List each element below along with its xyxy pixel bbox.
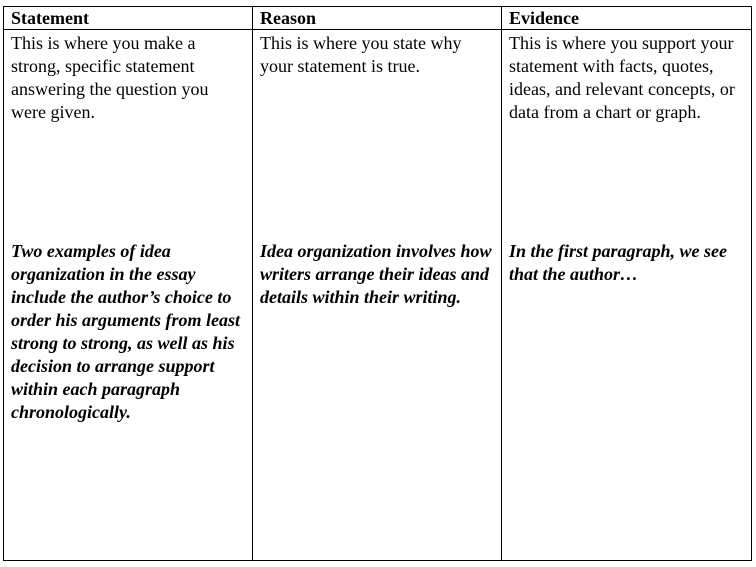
evidence-example: In the first paragraph, we see that the author… [509,241,728,284]
header-reason: Reason [253,7,502,30]
header-statement: Statement [4,7,253,30]
header-row [4,7,752,30]
ser-organizer-table [3,6,752,561]
reason-example: Idea organization involves how writers arrange their ideas and details within their writing. [260,241,492,307]
reason-cell [253,30,502,561]
statement-description: This is where you make a strong, specific statement answering the question you were given. [11,33,209,122]
evidence-description: This is where you support your statement with facts, quotes, ideas, and relevant concepts, or data from a chart or graph. [509,33,735,122]
reason-description: This is where you state why your statement is true. [260,33,462,76]
header-evidence: Evidence [502,7,752,30]
statement-example: Two examples of idea organization in the essay include the author’s choice to order his arguments from least strong to strong, as well as his decision to arrange support within each paragraph chronologically. [11,241,241,422]
evidence-cell [502,30,752,561]
content-row [4,30,752,561]
statement-cell [4,30,253,561]
